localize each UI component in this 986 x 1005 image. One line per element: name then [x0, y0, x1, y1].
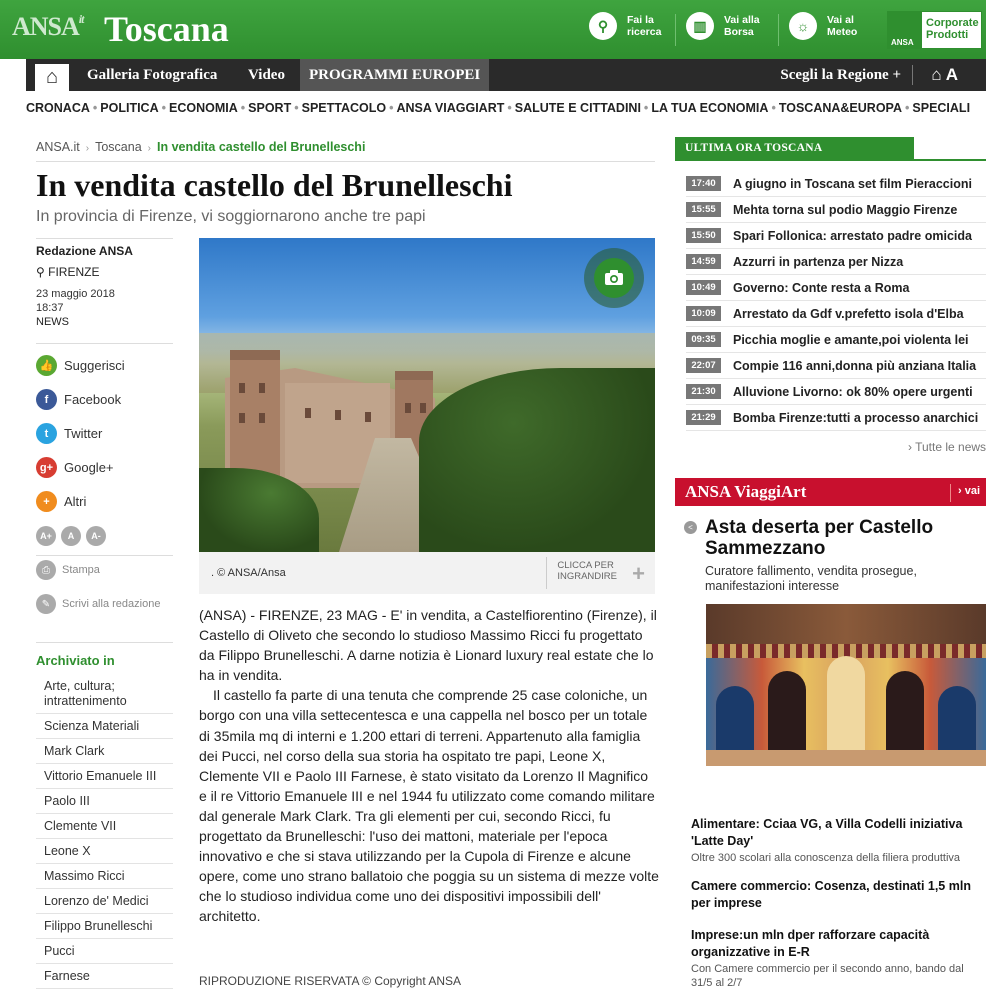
news-time: 21:29 [686, 410, 721, 425]
article-paragraph: (ANSA) - FIRENZE, 23 MAG - E' in vendita, a Castelfiorentino (Firenze), il Castello di Oliveto che secondo lo studioso Massimo Ricci fu progettato da Filippo Brunelleschi. A darne notizia è Lionard luxury real estate che lo ha in vendita. [199, 607, 657, 684]
print-icon: ⎙ [36, 560, 56, 580]
viaggiart-title[interactable]: ANSA ViaggiArt [685, 482, 807, 501]
feature-photo[interactable] [706, 604, 986, 766]
news-title: A giugno in Toscana set film Pieraccioni [733, 176, 972, 191]
category-ansa-viaggiart[interactable]: ANSA VIAGGIART [396, 101, 505, 115]
photo-caption-bar [199, 552, 655, 594]
share-icon[interactable]: < [684, 521, 697, 534]
main-nav [26, 59, 986, 91]
news-time: 21:30 [686, 384, 721, 399]
ansa-corporate-logo: ANSA [888, 12, 922, 48]
news-time: 15:50 [686, 228, 721, 243]
write-editor-button[interactable]: ✎ Scrivi alla redazione [36, 594, 160, 614]
news-title: Azzurri in partenza per Nizza [733, 254, 904, 269]
enlarge-link[interactable]: CLICCA PER INGRANDIRE [557, 560, 617, 582]
archiviato-title: Archiviato in [36, 653, 115, 668]
share-suggerisci[interactable]: 👍 Suggerisci [36, 355, 125, 376]
plus-icon: + [36, 491, 57, 512]
viaggiart-header [675, 480, 986, 506]
share-google-plus[interactable]: g+ Google+ [36, 457, 114, 478]
ultima-ora-item[interactable] [686, 171, 986, 197]
region-title[interactable]: Toscana [104, 9, 229, 49]
location: ⚲ FIRENZE [36, 265, 100, 279]
ultima-ora-item[interactable] [686, 301, 986, 327]
gallery-button[interactable] [584, 248, 644, 308]
home-button[interactable] [35, 64, 69, 91]
news-time: 14:59 [686, 254, 721, 269]
ultima-ora-item[interactable] [686, 327, 986, 353]
news-time: 10:09 [686, 306, 721, 321]
ansa-logo[interactable]: $ANSA^{it}$ [12, 12, 84, 41]
news-title: Mehta torna sul podio Maggio Firenze [733, 202, 958, 217]
nav-video[interactable]: Video [248, 67, 285, 83]
share-altri[interactable]: + Altri [36, 491, 86, 512]
category-cronaca[interactable]: CRONACA [26, 101, 90, 115]
corporate-button[interactable]: ANSA Corporate Prodotti [887, 11, 982, 49]
news-title: Spari Follonica: arrestato padre omicida [733, 228, 972, 243]
scegli-regione-menu[interactable]: Scegli la Regione + [780, 67, 901, 83]
tag-link[interactable]: Leone X [36, 839, 173, 864]
news-title: Compie 116 anni,donna più anziana Italia [733, 358, 977, 373]
search-tool-button[interactable]: ⚲ Fai la ricerca [589, 12, 661, 40]
side-news-item[interactable]: Imprese:un mln dper rafforzare capacità organizzative in E-R Con Camere commercio per il secondo anno, bando dal 31/5 al 2/7 [691, 928, 964, 989]
breadcrumb: ANSA.it › Toscana › In vendita castello del Brunelleschi [36, 140, 366, 154]
tag-link[interactable]: Clemente VII [36, 814, 173, 839]
category-toscana-europa[interactable]: TOSCANA&EUROPA [778, 101, 902, 115]
breadcrumb-toscana[interactable]: Toscana [95, 140, 142, 154]
news-title: Arrestato da Gdf v.prefetto isola d'Elba [733, 306, 964, 321]
page-title: In vendita castello del Brunelleschi [36, 167, 513, 203]
side-news-item[interactable]: Camere commercio: Cosenza, destinati 1,5 mln per imprese [691, 879, 971, 910]
meteo-tool-button[interactable]: ☼ Vai al Meteo [789, 12, 857, 40]
tag-link[interactable]: Arte, cultura; intrattenimento [36, 674, 173, 714]
news-time: 22:07 [686, 358, 721, 373]
ultima-ora-item[interactable] [686, 249, 986, 275]
category-politica[interactable]: POLITICA [100, 101, 159, 115]
category-spettacolo[interactable]: SPETTACOLO [301, 101, 387, 115]
news-time: 17:40 [686, 176, 721, 191]
facebook-icon: f [36, 389, 57, 410]
tag-link[interactable]: Mark Clark [36, 739, 173, 764]
viaggiart-vai-link[interactable]: › vai [958, 485, 981, 497]
ultima-ora-item[interactable] [686, 275, 986, 301]
author: Redazione ANSA [36, 244, 133, 258]
category-economia[interactable]: ECONOMIA [169, 101, 238, 115]
ultima-ora-item[interactable] [686, 223, 986, 249]
category-bar: CRONACA • POLITICA • ECONOMIA • SPORT • SPETTACOLO • ANSA VIAGGIART • SALUTE E CITTADINI • LA TUA ECONOMIA • TOSCANA&EUROPA • SPECIALI [26, 101, 971, 115]
map-pin-icon: ⚲ [36, 265, 45, 279]
thumbs-up-icon: 👍 [36, 355, 57, 376]
tag-link[interactable]: Filippo Brunelleschi [36, 914, 173, 939]
home-icon: ⌂ [931, 65, 942, 84]
borsa-tool-button[interactable]: ▥ Vai alla Borsa [686, 12, 760, 40]
ultima-ora-item[interactable] [686, 405, 986, 431]
breadcrumb-current[interactable]: In vendita castello del Brunelleschi [157, 140, 366, 154]
top-header [0, 0, 986, 59]
weather-icon: ☼ [789, 12, 817, 40]
news-title: Alluvione Livorno: ok 80% opere urgenti [733, 384, 973, 399]
home-icon: ⌂ [45, 66, 59, 88]
ultima-ora-item[interactable] [686, 353, 986, 379]
tag-link[interactable]: Pucci [36, 939, 173, 964]
category-speciali[interactable]: SPECIALI [912, 101, 971, 115]
news-title: Governo: Conte resta a Roma [733, 280, 910, 295]
font-size-controls [36, 526, 111, 546]
news-time: 15:55 [686, 202, 721, 217]
breadcrumb-home[interactable]: ANSA.it [36, 140, 80, 154]
category-la-tua-economia[interactable]: LA TUA ECONOMIA [651, 101, 769, 115]
google-plus-icon: g+ [36, 457, 57, 478]
camera-icon [594, 258, 634, 298]
plus-icon[interactable]: + [632, 561, 645, 586]
pencil-icon: ✎ [36, 594, 56, 614]
ultima-ora-list [686, 171, 986, 431]
side-news-item[interactable]: Alimentare: Cciaa VG, a Villa Codelli iniziativa 'Latte Day' Oltre 300 scolari alla conoscenza della filiera produttiva [691, 817, 963, 864]
nav-galleria-fotografica[interactable]: Galleria Fotografica [87, 67, 218, 83]
share-twitter[interactable]: t Twitter [36, 423, 102, 444]
article-body [199, 605, 659, 927]
category-salute-e-cittadini[interactable]: SALUTE E CITTADINI [514, 101, 641, 115]
tag-link[interactable]: Paolo III [36, 789, 173, 814]
search-icon: ⚲ [589, 12, 617, 40]
news-title: Picchia moglie e amante,poi violenta lei [733, 332, 969, 347]
news-title: Bomba Firenze:tutti a processo anarchici [733, 410, 979, 425]
ultima-ora-header[interactable]: ULTIMA ORA TOSCANA [675, 137, 914, 159]
feature-title[interactable]: Asta deserta per Castello Sammezzano [705, 517, 934, 559]
section-label: NEWS [36, 316, 69, 328]
chart-icon: ▥ [686, 12, 714, 40]
tag-link[interactable]: Lorenzo de' Medici [36, 889, 173, 914]
publish-date: 23 maggio 2018 18:37 [36, 288, 115, 314]
copyright: RIPRODUZIONE RISERVATA © Copyright ANSA [199, 974, 462, 988]
home-a-button[interactable]: ⌂ A [931, 65, 958, 84]
share-facebook[interactable]: f Facebook [36, 389, 121, 410]
tag-link[interactable]: Farnese [36, 964, 173, 989]
font-increase-button[interactable]: A+ [36, 526, 56, 546]
article-paragraph: Il castello fa parte di una tenuta che comprende 25 case coloniche, un borgo con una villa settecentesca e una cappella nel bosco per un totale di 35mila mq di interni e 1.200 ettari di terreni. Appartenuto alla famiglia dei Pucci, nel corso della sua storia ha ospitato tre papi, Leone X, Clemente VII e Paolo III Farnese, è stato visitato da Lorenzo Il Magnifico e il re Vittorio Emanuele III e nel 1944 fu utilizzato come comando militare dal generale Mark Clark. Tra gli elementi per cui, secondo Ricci, fu progettato da Brunelleschi: l'uso dei mattoni, materiale per l'epoca innovativo e che si stava utilizzando per la Cupola di Firenze e alcune opere, come uno strano ballatoio che poggia su un sistema di mezze volte che lo studioso individua come uno dei dispositivi impossibili dell' architetto. [199, 687, 659, 925]
print-button[interactable]: ⎙ Stampa [36, 560, 100, 580]
feature-description: Curatore fallimento, vendita prosegue, manifestazioni interesse [705, 564, 917, 593]
nav-programmi-europei[interactable]: PROGRAMMI EUROPEI [300, 59, 489, 91]
ultima-ora-item[interactable] [686, 197, 986, 223]
ultima-ora-item[interactable] [686, 379, 986, 405]
news-time: 09:35 [686, 332, 721, 347]
twitter-icon: t [36, 423, 57, 444]
tag-link[interactable]: Vittorio Emanuele III [36, 764, 173, 789]
tag-list [36, 674, 173, 989]
page-subtitle: In provincia di Firenze, vi soggiornarono anche tre papi [36, 208, 426, 225]
tutte-le-news-link[interactable]: › Tutte le news [908, 440, 986, 454]
photo-caption: . © ANSA/Ansa [211, 567, 286, 579]
font-decrease-button[interactable]: A- [86, 526, 106, 546]
font-reset-button[interactable]: A [61, 526, 81, 546]
tag-link[interactable]: Massimo Ricci [36, 864, 173, 889]
category-sport[interactable]: SPORT [248, 101, 292, 115]
tag-link[interactable]: Scienza Materiali [36, 714, 173, 739]
news-time: 10:49 [686, 280, 721, 295]
